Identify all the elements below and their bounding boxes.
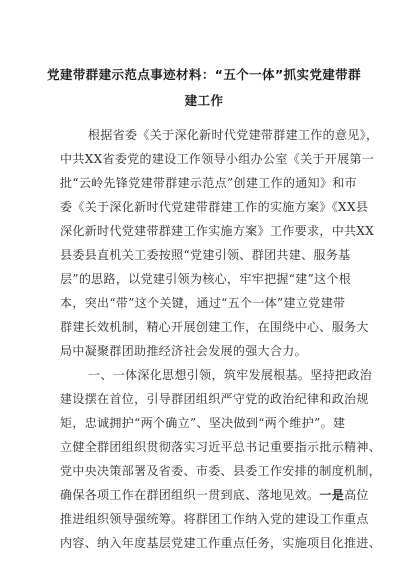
paragraph-2-line-6 [60, 488, 369, 502]
paragraph-2-line-8: 内容、纳入年度基层党建工作重点任务，实施项目化推进、 [60, 536, 382, 550]
paragraph-1-line-4: 委《关于深化新时代党建带群建工作的实施方案》《XX县 [60, 200, 369, 214]
paragraph-2-line-1: 一、一体深化思想引领，筑牢发展根基。坚持把政治 [88, 368, 373, 382]
paragraph-1-line-2: 中共XX省委党的建设工作领导小组办公室《关于开展第一 [60, 152, 375, 166]
paragraph-2-line-4: 立健全群团组织贯彻落实习近平总书记重要指示批示精神、 [60, 440, 382, 454]
paragraph-2-line-7: 推进组织领导强统筹。将群团工作纳入党的建设工作重点 [60, 512, 369, 526]
paragraph-2-line-5: 党中央决策部署及省委、市委、县委工作安排的制度机制， [60, 464, 382, 478]
paragraph-1-line-10: 局中凝聚群团助推经济社会发展的强大合力。 [60, 344, 308, 358]
paragraph-1-line-9: 群建长效机制，精心开展创建工作，在围绕中心、服务大 [60, 320, 369, 334]
paragraph-2-line-2: 建设摆在首位，引导群团组织严守党的政治纪律和政治规 [60, 392, 369, 406]
paragraph-1-line-6: 县委县直机关工委按照“党建引领、群团共建、服务基 [60, 248, 351, 262]
document-title-line-2: 建工作 [184, 93, 224, 108]
paragraph-1-line-5: 深化新时代党建带群建工作实施方案》工作要求，中共XX [60, 224, 375, 238]
document-title-line-1: 党建带群建示范点事迹材料：“五个一体”抓实党建带群 [47, 67, 361, 82]
paragraph-2-line-6-text: 确保各项工作在群团组织一贯到底、落地见效。 [60, 488, 320, 502]
paragraph-1-line-1: 根据省委《关于深化新时代党建带群建工作的意见》， [88, 128, 379, 142]
paragraph-1-line-8: 本，突出“带”这个关键，通过“五个一体”建立党建带 [60, 296, 346, 310]
paragraph-2-bold-run: 一是 [319, 488, 345, 502]
paragraph-2-line-6-tail: 高位 [344, 488, 369, 502]
paragraph-1-line-3: 批“云岭先锋党建带群建示范点”创建工作的通知》和市 [60, 176, 358, 190]
paragraph-2-line-3: 矩，忠诚拥护“两个确立”、坚决做到“两个维护”。建 [60, 416, 346, 430]
paragraph-1-line-7: 层”的思路，以党建引领为核心，牢牢把握“建”这个根 [60, 272, 352, 286]
